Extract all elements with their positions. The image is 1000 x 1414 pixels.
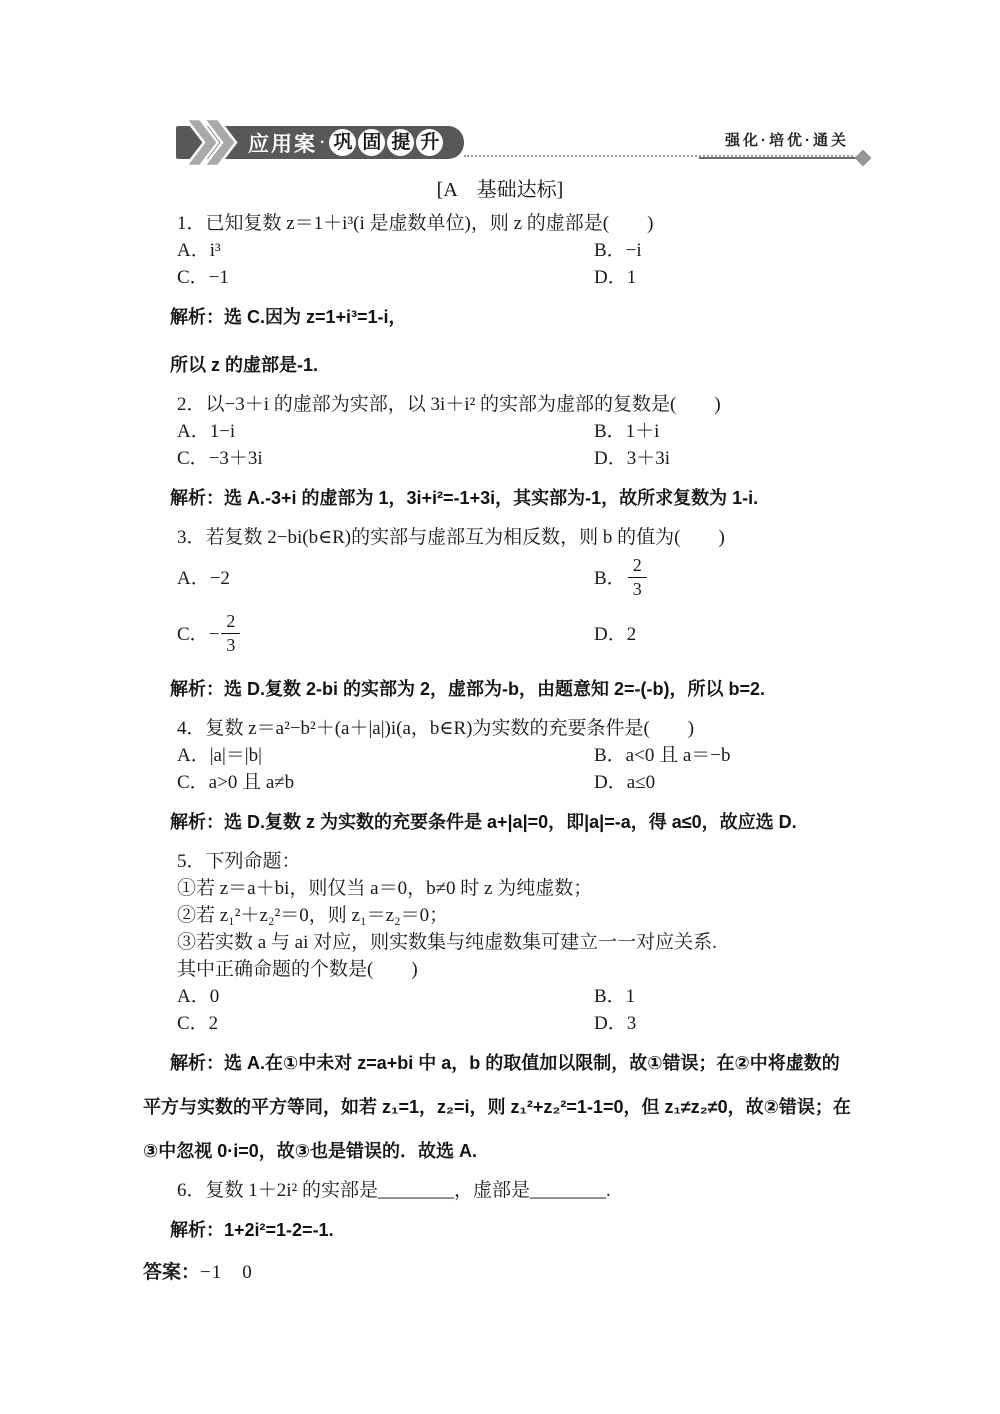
solution-text: 选 A.在①中未对 z=a+bi 中 a，b 的取值加以限制，故①错误；在②中将虚数的平方与实数的平方等同，如若 z₁=1，z₂=i，则 z₁²+z₂²=1-1=0，但 z₁≠z₂≠0，故②错误；在③中忽视 0·i=0，故③也是错误的．故选 A. — [143, 1053, 851, 1161]
fraction — [221, 612, 240, 655]
option-row — [143, 418, 857, 445]
option-row — [143, 264, 857, 291]
header-slogan-block — [699, 127, 861, 159]
solution — [143, 295, 857, 339]
solution-text: 1+2i²=1-2=-1. — [224, 1220, 334, 1240]
banner-circle-char-4: 升 — [416, 129, 443, 156]
option-c: C．−3＋3i — [177, 448, 263, 469]
banner-circle-char-2: 固 — [358, 129, 385, 156]
solution — [143, 476, 857, 520]
proposition-1: ①若 z＝a＋bi，则仅当 a＝0，b≠0 时 z 为纯虚数； — [177, 878, 593, 899]
solution — [143, 800, 857, 844]
option-row — [143, 445, 857, 472]
option-b: B．1 — [594, 986, 636, 1007]
solution-label: 解析： — [170, 1220, 224, 1240]
solution-label: 解析： — [170, 1053, 224, 1073]
option-row — [143, 607, 857, 663]
question-2 — [143, 391, 857, 520]
question-stem: 2．以−3＋i 的虚部为实部，以 3i＋i² 的实部为虚部的复数是( ) — [177, 394, 721, 415]
fraction-denominator: 3 — [632, 578, 642, 599]
solution-label: 解析： — [170, 812, 224, 832]
option-b-prefix: B． — [594, 567, 626, 589]
fraction-denominator: 3 — [226, 634, 236, 655]
question-6 — [143, 1177, 857, 1288]
answer-value: −1 0 — [200, 1262, 253, 1283]
option-a: A．1−i — [177, 421, 236, 442]
option-b: B．1＋i — [594, 421, 660, 442]
option-row — [143, 742, 857, 769]
banner-bar — [176, 126, 464, 159]
banner-circle-char-3: 提 — [387, 129, 414, 156]
option-d: D．a≤0 — [594, 772, 656, 793]
header-banner — [143, 126, 857, 164]
option-d: D．1 — [594, 267, 637, 288]
option-b — [594, 554, 857, 601]
option-a: A．|a|＝|b| — [177, 745, 262, 766]
banner-circle-char-1: 巩 — [329, 129, 356, 156]
answer-line — [143, 1258, 857, 1288]
question-3 — [143, 524, 857, 711]
solution-text: 选 D.复数 2-bi 的实部为 2，虚部为-b，由题意知 2=-(-b)，所以 b=2. — [224, 679, 766, 699]
option-c-prefix: C．− — [177, 623, 220, 645]
answer-label: 答案： — [143, 1262, 201, 1283]
section-title: [A 基础达标] — [436, 179, 564, 201]
question-stem: 3．若复数 2−bi(b∈R)的实部与虚部互为相反数，则 b 的值为( ) — [177, 527, 725, 548]
option-d: D．2 — [594, 624, 637, 645]
double-chevron-icon — [184, 119, 246, 166]
fraction-numerator: 2 — [221, 612, 240, 634]
option-d: D．3 — [594, 1013, 637, 1034]
option-b: B．a<0 且 a＝−b — [594, 745, 731, 766]
solution — [143, 667, 857, 711]
option-row — [143, 1010, 857, 1037]
option-row — [143, 551, 857, 607]
option-d: D．3＋3i — [594, 448, 671, 469]
question-stem: 4．复数 z＝a²−b²＋(a＋|a|)i(a，b∈R)为实数的充要条件是( ) — [177, 718, 695, 739]
question-stem: 5．下列命题： — [177, 851, 301, 872]
option-row — [143, 237, 857, 264]
option-row — [143, 769, 857, 796]
proposition-2: ②若 z₁²＋z₂²＝0，则 z₁＝z₂＝0； — [177, 905, 449, 926]
solution-text: 选 C.因为 z=1+i³=1-i， — [224, 307, 407, 327]
option-c — [177, 610, 594, 657]
solution-label: 解析： — [170, 679, 224, 699]
option-a: A．−2 — [177, 568, 230, 589]
solution-continued: 所以 z 的虚部是-1. — [170, 355, 319, 375]
solution-label: 解析： — [170, 488, 224, 508]
solution-label: 解析： — [170, 307, 224, 327]
question-1 — [143, 210, 857, 387]
question-prompt: 其中正确命题的个数是( ) — [177, 959, 418, 980]
option-a: A．i³ — [177, 240, 221, 261]
fraction — [628, 556, 647, 599]
question-stem: 1．已知复数 z＝1＋i³(i 是虚数单位)，则 z 的虚部是( ) — [177, 213, 654, 234]
solution — [143, 1041, 857, 1173]
proposition-3: ③若实数 a 与 ai 对应，则实数集与纯虚数集可建立一一对应关系. — [177, 932, 717, 953]
question-stem: 6．复数 1＋2i² 的实部是________，虚部是________. — [177, 1180, 611, 1201]
question-4 — [143, 715, 857, 844]
question-5 — [143, 848, 857, 1173]
banner-title: 应用案 — [248, 132, 317, 156]
option-c: C．2 — [177, 1013, 219, 1034]
solution — [143, 1208, 857, 1252]
fraction-numerator: 2 — [628, 556, 647, 578]
solution-text: 选 A.-3+i 的虚部为 1，3i+i²=-1+3i，其实部为-1，故所求复数为 1-i. — [224, 488, 759, 508]
option-b: B．−i — [594, 240, 642, 261]
banner-separator-dot: · — [320, 133, 326, 151]
option-c: C．a>0 且 a≠b — [177, 772, 295, 793]
option-row — [143, 983, 857, 1010]
option-c: C．−1 — [177, 267, 229, 288]
option-a: A．0 — [177, 986, 220, 1007]
solution-text: 选 D.复数 z 为实数的充要条件是 a+|a|=0，即|a|=-a，得 a≤0，故应选 D. — [224, 812, 797, 832]
header-slogan: 强化·培优·通关 — [725, 132, 849, 149]
